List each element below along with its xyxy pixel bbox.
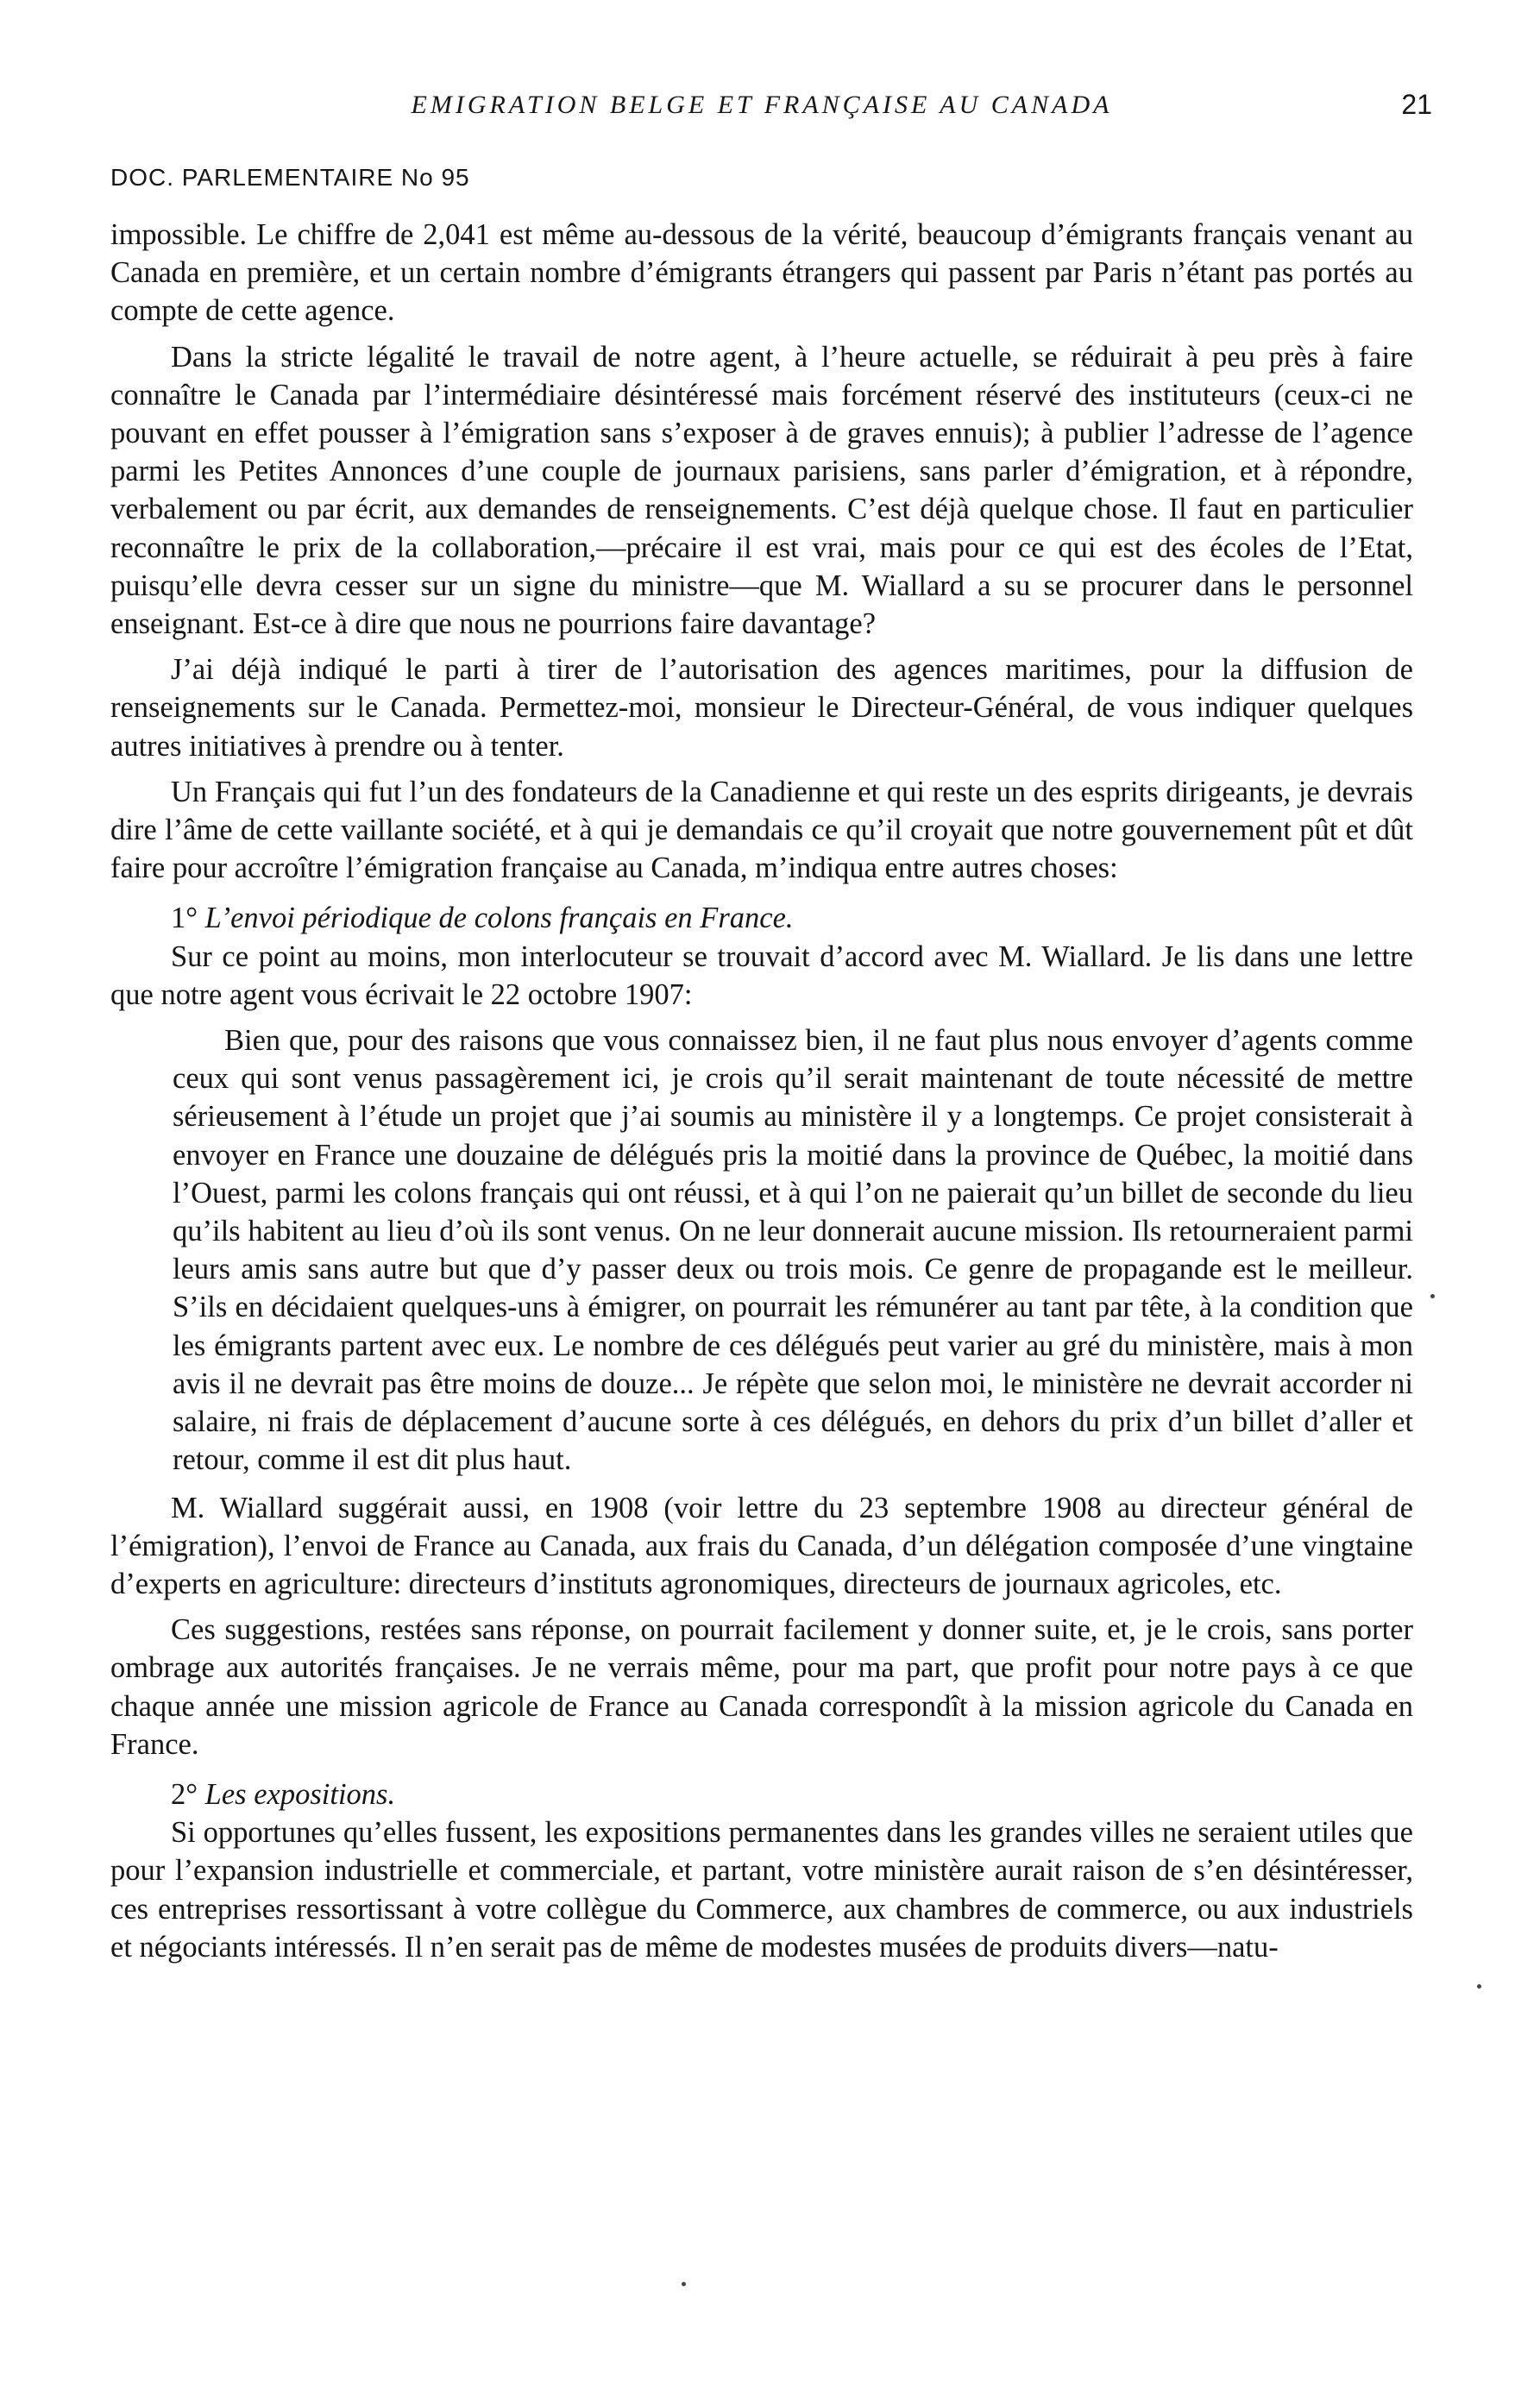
paragraph: Si opportunes qu’elles fussent, les expositions permanentes dans les grandes villes ne seraient utiles que pour l’expansion industrielle et commerciale, et partant, votre ministère aurait raison de s’en désintéresser, ces entreprises ressortissant à votre collègue du Commerce, aux chambres de commerce, ou aux industriels et négociants intéressés. Il n’en serait pas de même de modestes musées de produits divers—natu- [110, 1816, 1413, 1964]
document-reference: DOC. PARLEMENTAIRE No 95 [110, 164, 470, 191]
section-heading [110, 899, 1413, 937]
page-number: 21 [1401, 89, 1432, 120]
scan-speck [1477, 1984, 1481, 1989]
section-number: 1° [171, 902, 198, 935]
paragraph: Ces suggestions, restées sans réponse, on pourrait facilement y donner suite, et, je le crois, sans porter ombrage aux autorités françaises. Je ne verrais même, pour ma part, que profit pour notre pays à ce que chaque année une mission agricole de France au Canada correspondît à la mission agricole du Canada en France. [110, 1613, 1413, 1761]
section-number: 2° [171, 1777, 198, 1811]
running-head: EMIGRATION BELGE ET FRANÇAISE AU CANADA [411, 91, 1113, 119]
quoted-letter: Bien que, pour des raisons que vous connaissez bien, il ne faut plus nous envoyer d’agents comme ceux qui sont venus passagèrement ici, je crois qu’il serait maintenant de toute nécessité de mettre sérieusement à l’étude un projet que j’ai soumis au ministère il y a longtemps. Ce projet consisterait à envoyer en France une douzaine de délégués pris la moitié dans la province de Québec, la moitié dans l’Ouest, parmi les colons français qui ont réussi, et à qui l’on ne paierait qu’un billet de seconde du lieu qu’ils habitent au lieu d’où ils sont venus. On ne leur donnerait aucune mission. Ils retourneraient parmi leurs amis sans autre but que d’y passer deux ou trois mois. Ce genre de propagande est le meilleur. S’ils en décidaient quelques-uns à émigrer, on pourrait les rémunérer au tant par tête, à la condition que les émigrants partent avec eux. Le nombre de ces délégués peut varier au gré du ministère, mais à mon avis il ne devrait pas être moins de douze... Je répète que selon moi, le ministère ne devrait accorder ni salaire, ni frais de déplacement d’aucune sorte à ces délégués, en dehors du prix d’un billet d’aller et retour, comme il est dit plus haut. [173, 1024, 1413, 1477]
section-title: Les expositions. [204, 1777, 396, 1811]
paragraph: Un Français qui fut l’un des fondateurs de la Canadienne et qui reste un des esprits dirigeants, je devrais dire l’âme de cette vaillante société, et à qui je demandais ce qu’il croyait que notre gouvernement pût et dût faire pour accroître l’émigration française au Canada, m’indiqua entre autres choses: [110, 775, 1413, 885]
paragraph: Sur ce point au moins, mon interlocuteur se trouvait d’accord avec M. Wiallard. Je lis dans une lettre que notre agent vous écrivait le 22 octobre 1907: [110, 940, 1413, 1011]
paragraph: M. Wiallard suggérait aussi, en 1908 (voir lettre du 23 septembre 1908 au directeur général de l’émigration), l’envoi de France au Canada, aux frais du Canada, d’un délégation composée d’une vingtaine d’experts en agriculture: directeurs d’instituts agronomiques, directeurs de journaux agricoles, etc. [110, 1491, 1413, 1600]
paragraph: Dans la stricte légalité le travail de notre agent, à l’heure actuelle, se réduirait à peu près à faire connaître le Canada par l’intermédiaire désintéressé mais forcément réservé des instituteurs (ceux-ci ne pouvant en effet pousser à l’émigration sans s’exposer à de graves ennuis); à publier l’adresse de l’agence parmi les Petites Annonces d’une couple de journaux parisiens, sans parler d’émigration, et à répondre, verbalement ou par écrit, aux demandes de renseignements. C’est déjà quelque chose. Il faut en particulier reconnaître le prix de la collaboration,—précaire il est vrai, mais pour ce qui est des écoles de l’Etat, puisqu’elle devra cesser sur un signe du ministre—que M. Wiallard a su se procurer dans le personnel enseignant. Est-ce à dire que nous ne pourrions faire davantage? [110, 340, 1413, 641]
paragraph: impossible. Le chiffre de 2,041 est même au-dessous de la vérité, beaucoup d’émigrants français venant au Canada en première, et un certain nombre d’émigrants étrangers qui passent par Paris n’étant pas portés au compte de cette agence. [110, 218, 1413, 328]
scan-speck [1430, 1294, 1435, 1298]
paragraph: J’ai déjà indiqué le parti à tirer de l’autorisation des agences maritimes, pour la diffusion de renseignements sur le Canada. Permettez-moi, monsieur le Directeur-Général, de vous indiquer quelques autres initiatives à prendre ou à tenter. [110, 653, 1413, 763]
page-body [110, 216, 1413, 1974]
section-heading [110, 1775, 1413, 1813]
scan-speck [682, 2282, 686, 2286]
section-title: L’envoi périodique de colons français en France. [204, 902, 794, 935]
